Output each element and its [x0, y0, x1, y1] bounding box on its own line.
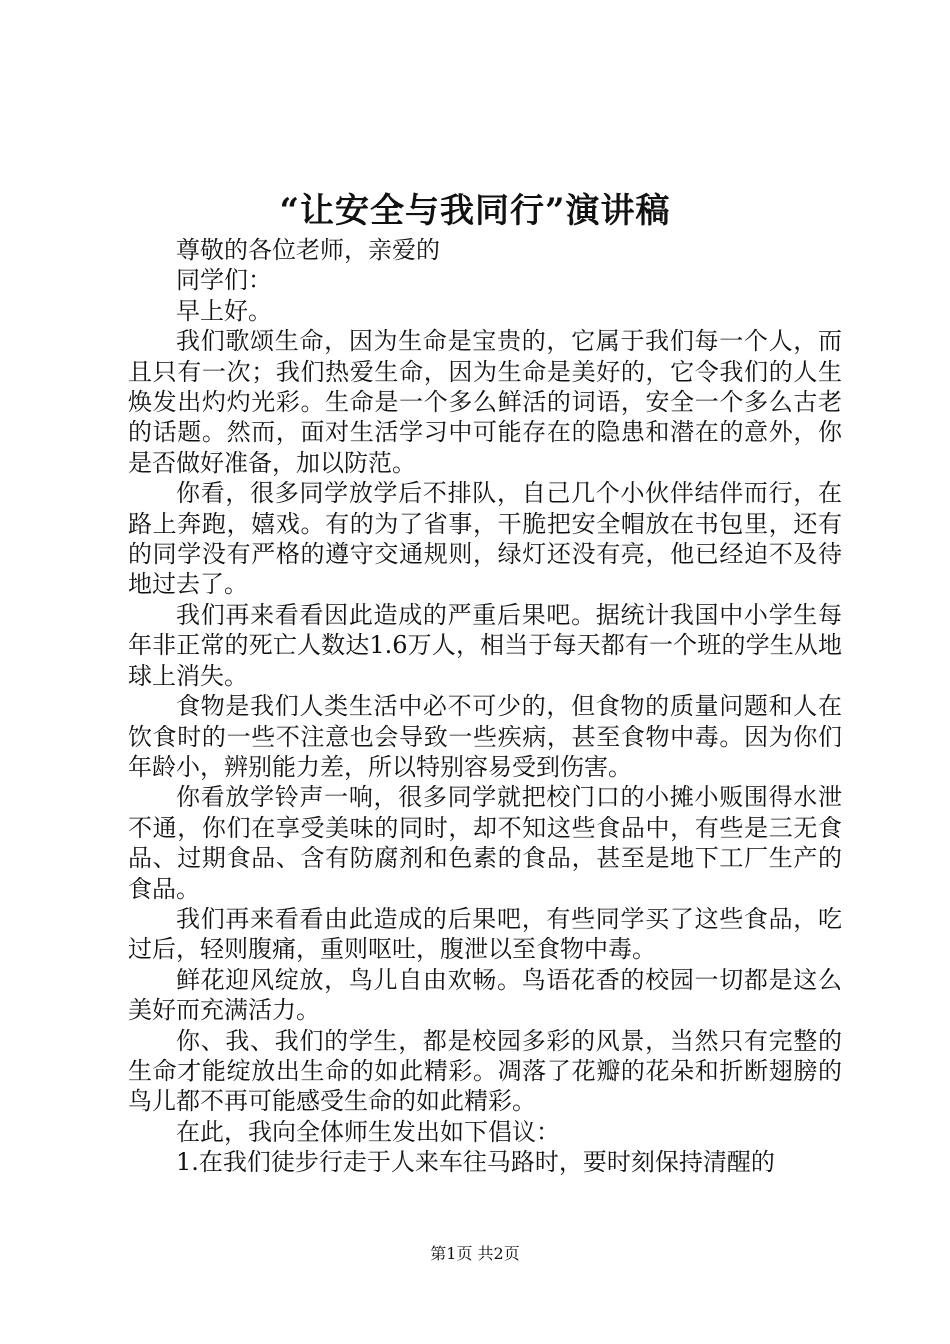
paragraph: 我们再来看看因此造成的严重后果吧。据统计我国中小学生每年非正常的死亡人数达1.6万人，相当于每天都有一个班的学生从地球上消失。 [128, 600, 842, 690]
paragraph: 我们歌颂生命，因为生命是宝贵的，它属于我们每一个人，而且只有一次；我们热爱生命，因为生命是美好的，它令我们的人生焕发出灼灼光彩。生命是一个多么鲜活的词语，安全一个多么古老的话题。然而，面对生活学习中可能存在的隐患和潜在的意外，你是否做好准备，加以防范。 [128, 327, 842, 477]
page-title: “让安全与我同行”演讲稿 [279, 191, 671, 231]
page-footer: 第1页 共2页 [430, 1244, 520, 1263]
paragraph: 早上好。 [176, 296, 272, 325]
paragraph: 鲜花迎风绽放，鸟儿自由欢畅。鸟语花香的校园一切都是这么美好而充满活力。 [128, 965, 842, 1025]
document-body [128, 235, 842, 1178]
paragraph: 在此，我向全体师生发出如下倡议： [176, 1117, 560, 1146]
paragraph: 1.在我们徒步行走于人来车往马路时，要时刻保持清醒的 [176, 1148, 775, 1177]
paragraph: 同学们： [176, 266, 272, 295]
paragraph: 食物是我们人类生活中必不可少的，但食物的质量问题和人在饮食时的一些不注意也会导致一些疾病，甚至食物中毒。因为你们年龄小，辨别能力差，所以特别容易受到伤害。 [128, 692, 842, 781]
paragraph: 你、我、我们的学生，都是校园多彩的风景，当然只有完整的生命才能绽放出生命的如此精彩。凋落了花瓣的花朵和折断翅膀的鸟儿都不再可能感受生命的如此精彩。 [128, 1026, 842, 1116]
paragraph: 你看，很多同学放学后不排队，自己几个小伙伴结伴而行，在路上奔跑，嬉戏。有的为了省事，干脆把安全帽放在书包里，还有的同学没有严格的遵守交通规则，绿灯还没有亮，他已经迫不及待地过去了。 [128, 479, 842, 599]
paragraph: 你看放学铃声一响，很多同学就把校门口的小摊小贩围得水泄不通，你们在享受美味的同时，却不知这些食品中，有些是三无食品、过期食品、含有防腐剂和色素的食品，甚至是地下工厂生产的食品。 [128, 783, 842, 903]
paragraph: 我们再来看看由此造成的后果吧，有些同学买了这些食品，吃过后，轻则腹痛，重则呕吐，腹泄以至食物中毒。 [128, 904, 842, 964]
paragraph: 尊敬的各位老师，亲爱的 [176, 236, 440, 264]
